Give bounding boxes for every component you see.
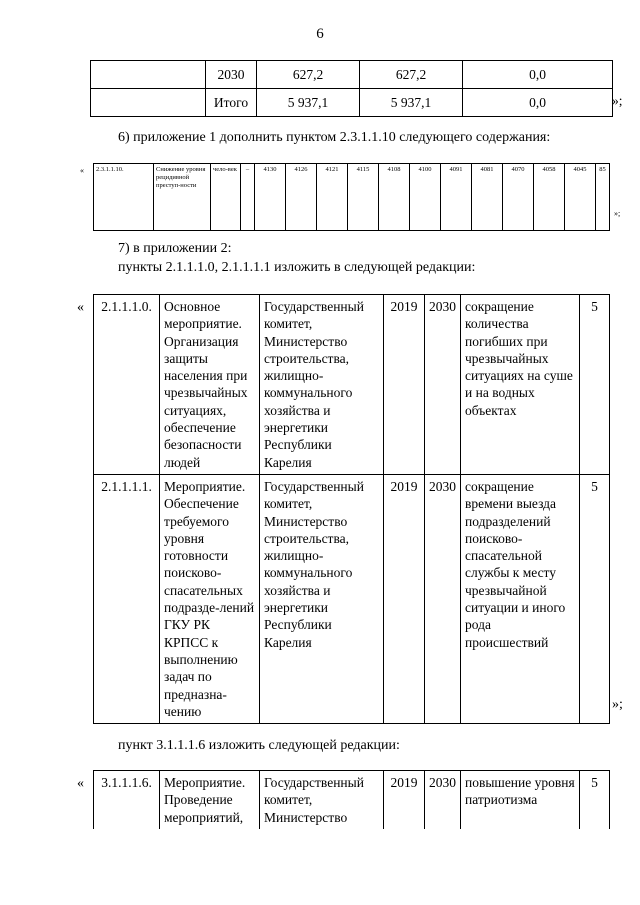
indicator-value: 4108 xyxy=(379,164,410,231)
indicator-value: 4115 xyxy=(348,164,379,231)
opening-quote: « xyxy=(77,300,84,315)
indicator-value: 4130 xyxy=(255,164,286,231)
measure-code: 3.1.1.1.6. xyxy=(94,771,160,829)
measure-result: повышение уровня патриотизма xyxy=(461,771,580,829)
indicator-dash: – xyxy=(241,164,255,231)
measure-result: сокращение времени выезда подразделений поисково-спасательной службы к месту чрезвычайной ситуации и иного рода происшествий xyxy=(461,474,580,723)
measure-event: Мероприятие. Проведение мероприятий, xyxy=(160,771,260,829)
table-cell-empty xyxy=(91,89,206,117)
measure-start-year: 2019 xyxy=(384,295,425,475)
indicator-value: 4100 xyxy=(410,164,441,231)
measure-ref: 5 xyxy=(580,295,610,475)
indicator-unit: чело-век xyxy=(211,164,241,231)
indicator-value: 4081 xyxy=(472,164,503,231)
table-cell-value: 0,0 xyxy=(463,61,613,89)
measure-result: сокращение количества погибших при чрезвычайных ситуациях на суше и на водных объектах xyxy=(461,295,580,475)
measures-table xyxy=(93,294,610,724)
measure-end-year: 2030 xyxy=(425,771,461,829)
measure-start-year: 2019 xyxy=(384,771,425,829)
measure-code: 2.1.1.1.1. xyxy=(94,474,160,723)
opening-quote: « xyxy=(80,166,84,175)
indicator-value: 4045 xyxy=(565,164,596,231)
measure-ref: 5 xyxy=(580,474,610,723)
budget-table-tail xyxy=(90,60,613,117)
table-row xyxy=(91,61,613,89)
table-row xyxy=(94,474,610,723)
measures-table-continued xyxy=(93,770,610,829)
indicator-code: 2.3.1.1.10. xyxy=(94,164,154,231)
paragraph-6: 6) приложение 1 дополнить пунктом 2.3.1.1.10 следующего содержания: xyxy=(118,130,551,145)
table-row xyxy=(91,89,613,117)
measure-executor: Государственный комитет, Министерство xyxy=(260,771,384,829)
indicator-value: 4058 xyxy=(534,164,565,231)
closing-quote: »; xyxy=(612,697,623,712)
indicator-table xyxy=(93,163,610,231)
indicator-name: Снижение уровня рецидивной преступ-ности xyxy=(154,164,211,231)
paragraph-7-heading: 7) в приложении 2: xyxy=(118,241,232,256)
table-cell-value: 627,2 xyxy=(360,61,463,89)
closing-quote: »; xyxy=(614,209,621,218)
indicator-value: 4070 xyxy=(503,164,534,231)
measure-code: 2.1.1.1.0. xyxy=(94,295,160,475)
measure-event: Основное мероприятие. Организация защиты населения при чрезвычайных ситуациях, обеспечение безопасности людей xyxy=(160,295,260,475)
measure-start-year: 2019 xyxy=(384,474,425,723)
table-row xyxy=(94,771,610,829)
table-cell-year: 2030 xyxy=(206,61,257,89)
page-number: 6 xyxy=(316,26,324,42)
closing-quote: »; xyxy=(612,93,623,108)
opening-quote: « xyxy=(77,776,84,791)
paragraph-7-text: пункты 2.1.1.1.0, 2.1.1.1.1 изложить в следующей редакции: xyxy=(118,260,476,275)
table-cell-year: Итого xyxy=(206,89,257,117)
indicator-value: 4091 xyxy=(441,164,472,231)
measure-event: Мероприятие. Обеспечение требуемого уровня готовности поисково-спасательных подразде-лений ГКУ РК КРПСС к выполнению задач по предназна-чению xyxy=(160,474,260,723)
table-cell-value: 5 937,1 xyxy=(360,89,463,117)
indicator-value: 85 xyxy=(596,164,610,231)
measure-executor: Государственный комитет, Министерство строительства, жилищно-коммунального хозяйства и энергетики Республики Карелия xyxy=(260,295,384,475)
table-row xyxy=(94,164,610,231)
table-cell-value: 5 937,1 xyxy=(257,89,360,117)
measure-executor: Государственный комитет, Министерство строительства, жилищно-коммунального хозяйства и энергетики Республики Карелия xyxy=(260,474,384,723)
measure-ref: 5 xyxy=(580,771,610,829)
table-cell-empty xyxy=(91,61,206,89)
measure-end-year: 2030 xyxy=(425,295,461,475)
measure-end-year: 2030 xyxy=(425,474,461,723)
paragraph-8: пункт 3.1.1.1.6 изложить следующей редакции: xyxy=(118,738,400,753)
table-cell-value: 627,2 xyxy=(257,61,360,89)
table-cell-value: 0,0 xyxy=(463,89,613,117)
table-row xyxy=(94,295,610,475)
indicator-value: 4126 xyxy=(286,164,317,231)
indicator-value: 4121 xyxy=(317,164,348,231)
